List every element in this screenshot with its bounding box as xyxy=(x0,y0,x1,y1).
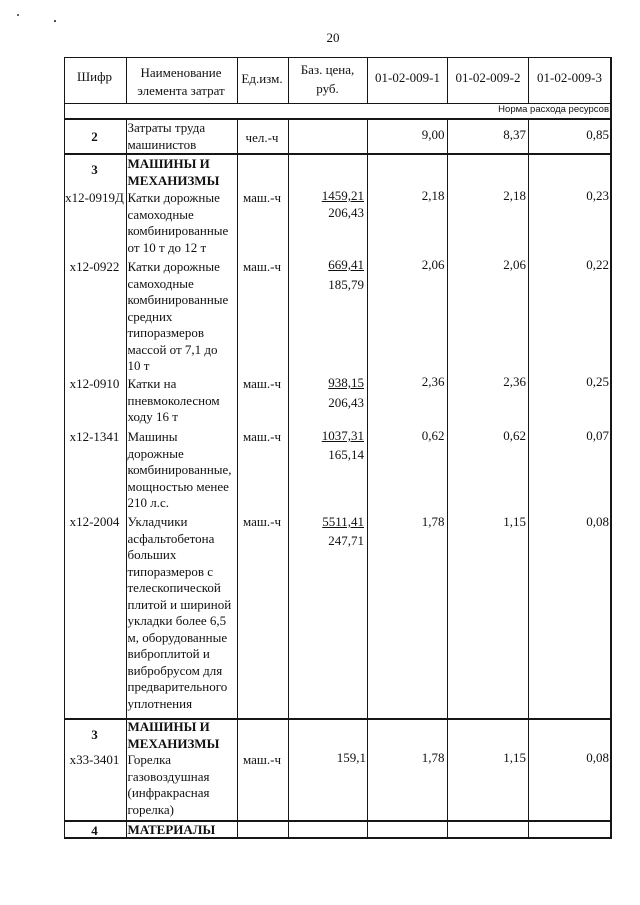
item-base-price: 159,1 xyxy=(336,750,366,765)
table-rule-column xyxy=(528,118,529,838)
item-unit: маш.-ч xyxy=(242,259,282,274)
item-value-3: 0,07 xyxy=(586,428,609,443)
item-value-3: 0,23 xyxy=(586,188,609,203)
item-value-2: 1,15 xyxy=(503,750,526,765)
table-rule-column xyxy=(447,118,448,838)
row-code: 2 xyxy=(91,129,98,144)
table-rule-row xyxy=(64,153,612,155)
item-value-1: 0,62 xyxy=(421,428,445,443)
item-base-price-sub: 185,79 xyxy=(328,277,364,292)
item-unit: маш.-ч xyxy=(242,752,282,767)
section-title: МАШИНЫ И МЕХАНИЗМЫ xyxy=(127,719,220,751)
item-unit: маш.-ч xyxy=(242,429,282,444)
item-name: Катки дорожные самоходные комбинированные от 10 т до 12 т xyxy=(127,190,229,255)
item-value-3: 0,25 xyxy=(586,374,609,389)
table-rule-right xyxy=(610,57,612,839)
item-name: Укладчики асфальтобетона больших типоразмеров с телескопической плитой и шириной укладки более 6,5 м, оборудованные виброплитой и вибробрусом для предварительного уплотнения xyxy=(127,514,232,711)
item-unit: маш.-ч xyxy=(242,190,282,205)
item-value-1: 1,78 xyxy=(421,514,445,529)
item-value-3: 0,08 xyxy=(586,750,609,765)
item-value-1: 2,36 xyxy=(421,374,445,389)
item-code: x12-1341 xyxy=(69,429,120,444)
header-unit: Ед.изм. xyxy=(241,71,283,86)
section-code: 3 xyxy=(91,727,98,742)
item-code: x33-3401 xyxy=(69,752,120,767)
row-value-3: 0,85 xyxy=(586,127,609,142)
table-rule-column xyxy=(126,118,127,838)
header-code: Шифр xyxy=(77,69,112,84)
item-name: Машины дорожные комбинированные, мощностью менее 210 л.с. xyxy=(127,429,232,510)
header-name: Наименование элемента затрат xyxy=(137,65,225,98)
header-base-price: Баз. цена, руб. xyxy=(300,62,355,96)
item-base-price: 1459,21 xyxy=(321,188,364,203)
table-rule-column xyxy=(367,118,368,838)
item-unit: маш.-ч xyxy=(242,376,282,391)
item-base-price-sub: 247,71 xyxy=(328,533,364,548)
item-base-price: 5511,41 xyxy=(322,514,364,529)
item-base-price-sub: 206,43 xyxy=(328,205,364,220)
item-name: Катки дорожные самоходные комбинированные средних типоразмеров массой от 7,1 до 10 т xyxy=(127,259,229,373)
item-base-price-sub: 165,14 xyxy=(328,447,364,462)
item-value-1: 1,78 xyxy=(421,750,445,765)
page-number: 20 xyxy=(326,30,340,45)
norm-caption: Норма расхода ресурсов xyxy=(498,104,609,115)
header-norm-2: 01-02-009-2 xyxy=(455,70,521,85)
item-value-3: 0,08 xyxy=(586,514,609,529)
item-value-2: 1,15 xyxy=(503,514,526,529)
section-code: 4 xyxy=(91,823,98,838)
item-base-price: 1037,31 xyxy=(321,428,364,443)
item-base-price: 938,15 xyxy=(328,375,364,390)
section-code: 3 xyxy=(91,162,98,177)
row-unit: чел.-ч xyxy=(245,130,279,145)
item-value-1: 2,06 xyxy=(421,257,445,272)
item-unit: маш.-ч xyxy=(242,514,282,529)
item-value-2: 2,36 xyxy=(503,374,526,389)
section-title: МАТЕРИАЛЫ xyxy=(127,822,216,837)
item-code: x12-0922 xyxy=(69,259,120,274)
item-value-2: 0,62 xyxy=(503,428,526,443)
item-value-2: 2,06 xyxy=(503,257,526,272)
item-value-1: 2,18 xyxy=(421,188,445,203)
section-title: МАШИНЫ И МЕХАНИЗМЫ xyxy=(127,156,220,188)
item-value-3: 0,22 xyxy=(586,257,609,272)
row-value-2: 8,37 xyxy=(503,127,526,142)
item-code: x12-0919Д xyxy=(65,190,124,205)
header-norm-1: 01-02-009-1 xyxy=(375,70,440,85)
table-rule-top xyxy=(64,57,612,59)
item-name: Катки на пневмоколесном ходу 16 т xyxy=(127,376,220,424)
table-rule-column xyxy=(288,118,289,838)
item-code: x12-2004 xyxy=(69,514,120,529)
item-code: x12-0910 xyxy=(69,376,120,391)
item-base-price-sub: 206,43 xyxy=(328,395,364,410)
item-base-price: 669,41 xyxy=(328,257,364,272)
table-rule-column xyxy=(237,118,238,838)
item-name: Горелка газовоздушная (инфракрасная горелка) xyxy=(127,752,210,817)
row-name: Затраты труда машинистов xyxy=(127,120,206,152)
item-value-2: 2,18 xyxy=(503,188,526,203)
header-norm-3: 01-02-009-3 xyxy=(537,70,602,85)
row-value-1: 9,00 xyxy=(421,127,445,142)
